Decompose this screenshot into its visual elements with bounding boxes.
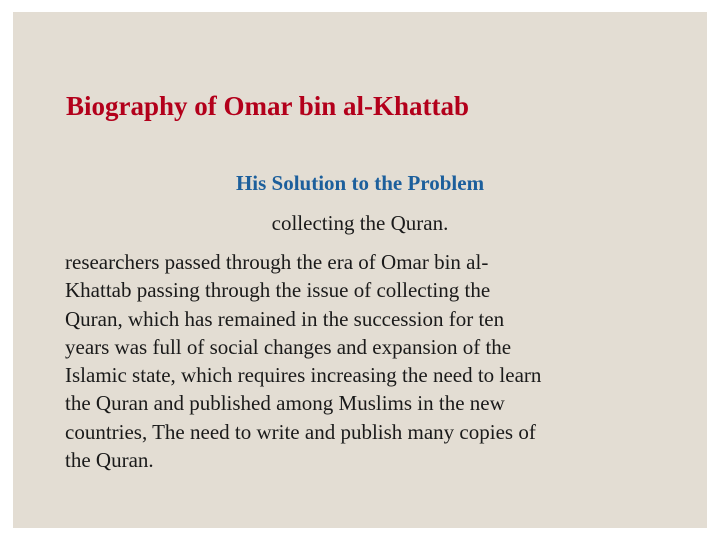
body-line: years was full of social changes and expansion of the (65, 334, 512, 359)
body-line: the Quran and published among Muslims in the new (65, 391, 505, 416)
body-line: the Quran. (65, 448, 154, 473)
slide-title: Biography of Omar bin al-Khattab (66, 91, 470, 121)
body-line: Islamic state, which requires increasing the need to learn (65, 363, 542, 388)
slide-subheading: collecting the Quran. (271, 211, 449, 235)
body-line: countries, The need to write and publish many copies of (65, 419, 536, 444)
body-paragraph (65, 248, 695, 474)
body-line: Khattab passing through the issue of collecting the (65, 278, 491, 303)
body-line: researchers passed through the era of Omar bin al- (65, 250, 489, 274)
slide-subtitle: His Solution to the Problem (235, 171, 485, 195)
slide (13, 12, 707, 528)
body-line: Quran, which has remained in the succession for ten (65, 306, 505, 331)
